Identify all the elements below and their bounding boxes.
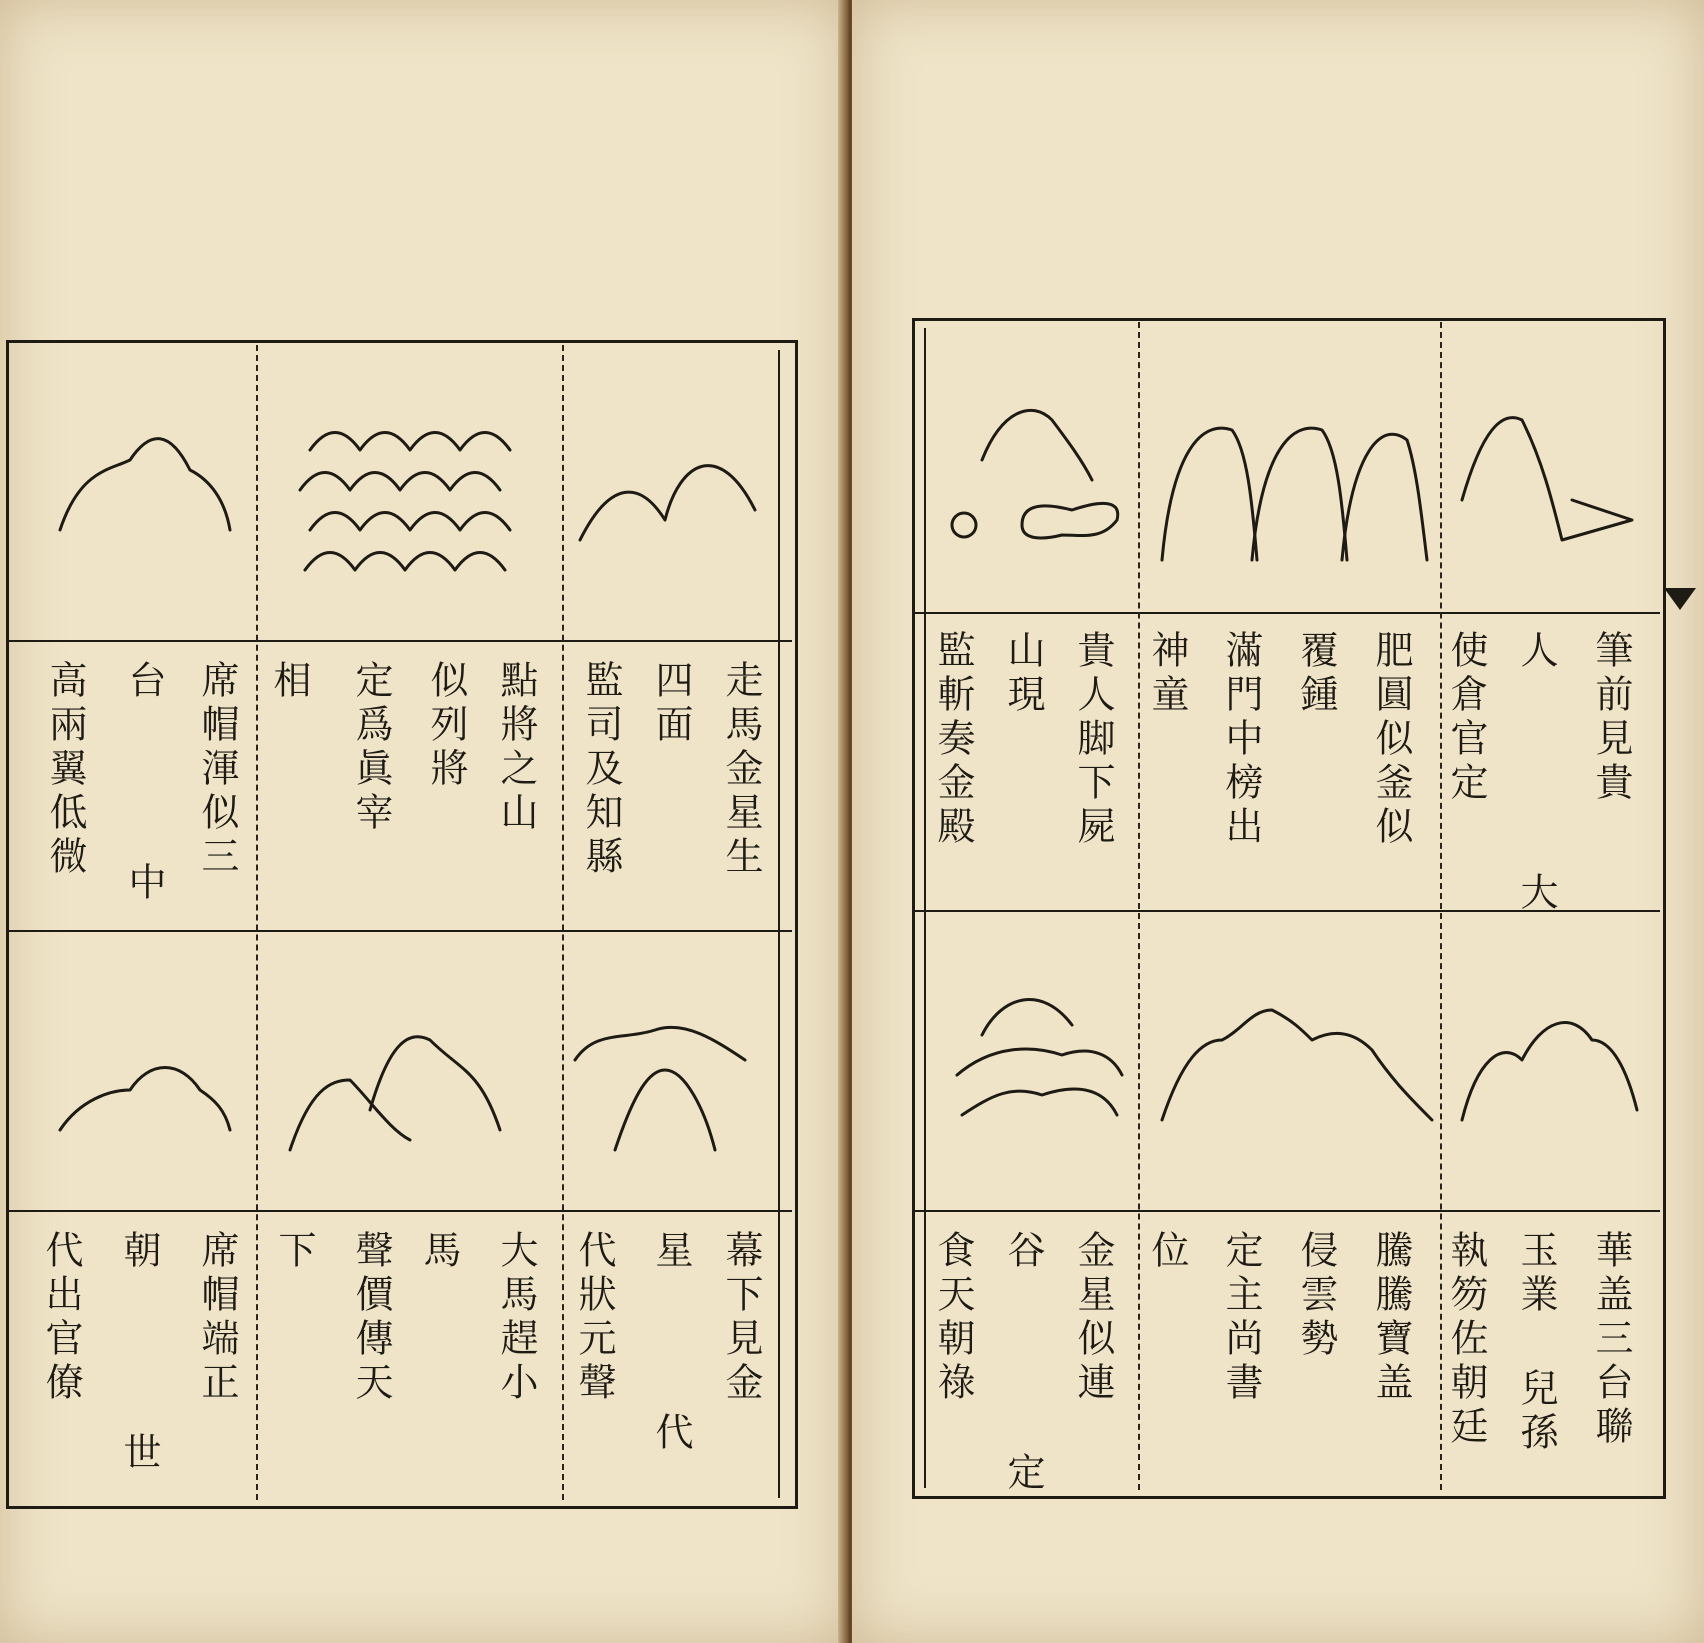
right-r2c3-caption-col3: 谷 定 — [1001, 1230, 1045, 1560]
right-r2c2-caption-col2: 侵雲勢 — [1294, 1230, 1338, 1362]
left-r1c1-mountain-diagram — [570, 400, 770, 560]
left-r1c4-caption-col2: 台 中 — [122, 660, 166, 960]
left-row2-caption-top — [6, 1210, 792, 1212]
fish-tail-mark — [1664, 588, 1696, 610]
right-r1c1-caption-col2: 人 大 — [1514, 630, 1558, 990]
right-r1c2-caption-col1: 肥圓似釜似 — [1369, 630, 1413, 850]
left-r2c1-caption-col1: 幕下見金 — [719, 1230, 763, 1406]
right-r2c2-mountain-diagram — [1152, 990, 1442, 1130]
left-r2c1-mountain-diagram — [565, 1010, 765, 1160]
right-r1c2-caption-col3: 滿門中榜出 — [1219, 630, 1263, 850]
left-r1c4-caption-col1: 席帽渾似三 — [195, 660, 239, 880]
right-page — [852, 0, 1704, 1643]
right-r2c2-caption-col1: 騰騰寶盖 — [1369, 1230, 1413, 1406]
left-r2c2-caption-col1: 代狀元聲 — [572, 1230, 616, 1406]
left-r2c3-caption-col2: 聲價傳天 — [349, 1230, 393, 1406]
right-r2c1-mountain-diagram — [1452, 1000, 1652, 1130]
left-r2c4-caption-col2: 朝 世 — [117, 1230, 161, 1530]
left-r2c2-mountain-diagram — [280, 1010, 520, 1160]
right-cell-divider-1 — [1138, 322, 1140, 1490]
right-r1c1-caption-col3: 使倉官定 — [1444, 630, 1488, 806]
right-r1c2-caption-col2: 覆鍾 — [1294, 630, 1338, 718]
right-r2c3-caption-col1: 位 — [1145, 1230, 1189, 1274]
left-r1c3-mountain-diagram — [50, 420, 240, 540]
right-r2c3-mountain-diagram — [942, 985, 1132, 1135]
right-r2c1-caption-col3: 執笏佐朝廷 — [1444, 1230, 1488, 1450]
left-r2c1-caption-col2: 星 代 — [649, 1230, 693, 1500]
right-r1c2-mountain-diagram — [1152, 390, 1442, 570]
left-r2c3-caption-col1: 馬 — [417, 1230, 461, 1274]
left-r1c3-caption-col2: 定爲眞宰 — [349, 660, 393, 836]
right-row2-caption-top — [912, 1210, 1660, 1212]
left-page — [0, 0, 846, 1643]
left-r1c2-mountain-diagram — [290, 380, 530, 580]
right-r2c1-caption-col2: 玉業 兒孫 — [1514, 1230, 1558, 1456]
right-r2c1-caption-col1: 華盖三台聯 — [1589, 1230, 1633, 1450]
right-r1c3-caption-col4: 監斬奏金殿 — [931, 630, 975, 850]
right-r1c3-caption-col2: 貴人脚下屍 — [1071, 630, 1115, 850]
left-r1c4-caption-col3: 高兩翼低微 — [43, 660, 87, 880]
right-r2c2-caption-col3: 定主尚書 — [1219, 1230, 1263, 1406]
right-r1c3-mountain-diagram — [942, 390, 1132, 550]
left-r1c2-caption-col1: 監司及知縣 — [579, 660, 623, 880]
right-r1c3-caption-col3: 山現 — [1001, 630, 1045, 718]
left-r1c2-caption-col2: 點將之山 — [494, 660, 538, 836]
right-row1-caption-top — [912, 612, 1660, 614]
left-row1-caption-top — [6, 640, 792, 642]
left-r1c1-caption-col2: 四面 — [649, 660, 693, 748]
left-cell-divider-2 — [256, 345, 258, 1500]
left-r2c4-caption-col1: 席帽端正 — [195, 1230, 239, 1406]
right-r1c3-caption-col1: 神童 — [1145, 630, 1189, 718]
left-r2c4-caption-col3: 代出官僚 — [39, 1230, 83, 1406]
left-r2c3-caption-col3: 下 — [272, 1230, 316, 1274]
left-r1c1-caption-col1: 走馬金星生 — [719, 660, 763, 880]
left-cell-divider-1 — [562, 345, 564, 1500]
right-frame-inner-rule — [924, 328, 926, 1488]
right-r1c1-caption-col1: 筆前見貴 — [1589, 630, 1633, 806]
left-r1c3-caption-col3: 相 — [267, 660, 311, 704]
right-r1c1-mountain-diagram — [1452, 380, 1652, 560]
left-frame-inner-rule — [778, 350, 780, 1498]
left-r2c2-caption-col2: 大馬趕小 — [494, 1230, 538, 1406]
right-r2c3-caption-col2: 金星似連 — [1071, 1230, 1115, 1406]
right-r2c3-caption-col4: 食天朝祿 — [931, 1230, 975, 1406]
left-r2c3-mountain-diagram — [50, 1040, 240, 1150]
left-r1c3-caption-col1: 似列將 — [424, 660, 468, 792]
